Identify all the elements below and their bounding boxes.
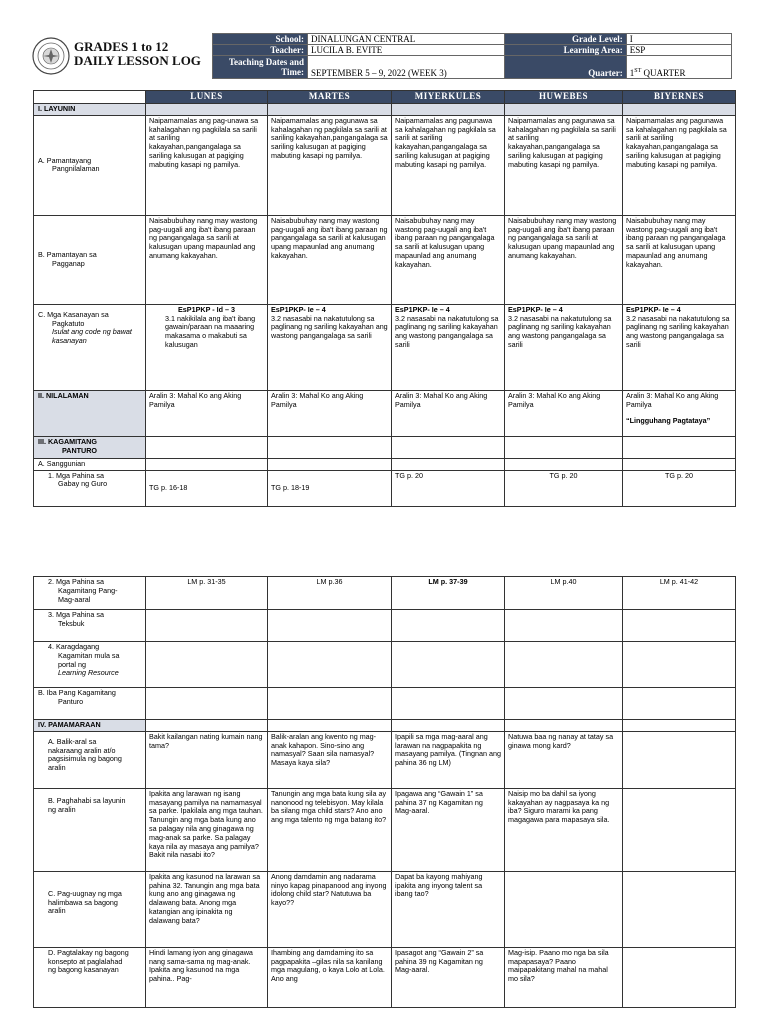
section-kagamitang-panturo [34,436,736,458]
pag-uugnay-row-label: C. Pag-uugnay ng mga halimbawa sa bagong aralin [34,871,146,947]
karagdagang-row-label: 4. Karagdagang Kagamitan mula sa portal ng Learning Resource [34,642,146,688]
day-monday: LUNES [146,91,268,104]
teaching-dates-label: Teaching Dates and Time: [213,56,308,79]
day-header-row [34,91,736,104]
row-nilalaman [34,390,736,436]
row-teksbuk [34,610,736,642]
cell-a-biyernes: Naipamamalas ang pagunawa sa kahalagahan ng pagkilala sa sarili at sariling kakayahan,pangangalaga sa sariling kalusugan at pagiging mabuting kasapi ng pamilya. [623,115,736,215]
cell-a-huwebes: Naipamamalas ang pagunawa sa kahalagahan ng pagkilala sa sarili at sariling kakayahan,pangangalaga sa sariling kalusugan at pagiging mabuting kasapi ng pamilya. [505,115,623,215]
sanggunian-label: A. Sanggunian [34,458,146,470]
learning-area-value: ESP [626,45,731,56]
cell-c-huwebes: EsP1PKP- Ie – 4 3.2 nasasabi na nakatutulong sa paglinang ng sariling kakayahan ang wastong pangangalaga sa sarili [505,304,623,390]
cell-lm-huwebes: LM p.40 [505,577,623,610]
cell-tg-lunes: TG p. 16-18 [146,470,268,506]
row-pamantayang-pangnilalaman [34,115,736,215]
cell-paguugnay-miyerkules: Dapat ba kayong mahiyang ipakita ang inyong talent sa ibang tao? [392,871,505,947]
row-label-c: C. Mga Kasanayan sa Pagkatuto Isulat ang code ng bawat kasanayan [34,304,146,390]
section-pamamaraan-label: IV. PAMAMARAAN [34,720,146,732]
row-kagamitang-pang-mag-aaral [34,577,736,610]
day-wednesday: MIYERKULES [392,91,505,104]
cell-a-lunes: Naipamamalas ang pag-unawa sa kahalagahan ng pagkilala sa sarili at sariling kakayahan,pangangalaga sa sariling kalusugan at pagiging mabuting kasapi ng pamilya. [146,115,268,215]
cell-lm-martes: LM p.36 [268,577,392,610]
grade-level-label: Grade Level: [505,34,626,45]
row-mga-kasanayan [34,304,736,390]
quarter-label: Quarter: [505,56,626,79]
row-pamantayan-sa-pagganap [34,215,736,304]
cell-lm-miyerkules: LM p. 37-39 [392,577,505,610]
cell-c-lunes: EsP1PKP - Id – 3 3.1 nakikilala ang iba't ibang gawain/paraan na maaaring makasama o makabuti sa kalusugan [146,304,268,390]
day-thursday: HUWEBES [505,91,623,104]
row-label-b: B. Pamantayan sa Pagganap [34,215,146,304]
cell-pagtalakay-lunes: Hindi lamang iyon ang ginagawa nang sama-sama ng mag-anak. Ipakita ang kasunod na mga pahina.. Pag- [146,947,268,1007]
cell-b-miyerkules: Naisabubuhay nang may wastong pag-uugali ang iba't ibang paraan ng pangangalaga sa sarili at kalusugan upang mapaunlad ang anumang kakayahan. [392,215,505,304]
teaching-dates-value: SEPTEMBER 5 – 9, 2022 (WEEK 3) [308,56,505,79]
cell-paghahabi-lunes: Ipakita ang larawan ng isang masayang pamilya na namamasyal sa parke. Ipakilala ang mga tauhan. Tanungin ang mga bata kung ano sa palagay nila ang ginagawa ng mag-anak sa parke. Sa palagay kaya nila ay masaya ang pamilya?Bakit nila nasabi ito? [146,788,268,871]
cell-pagtalakay-biyernes [623,947,736,1007]
cell-c-miyerkules: EsP1PKP- Ie – 4 3.2 nasasabi na nakatutulong sa paglinang ng sariling kakayahan ang wastong pangangalaga sa sarili [392,304,505,390]
title-line-1: GRADES 1 to 12 [74,39,169,54]
row-gabay-ng-guro [34,470,736,506]
cell-b-huwebes: Naisabubuhay nang may wastong pag-uugali ang iba't ibang paraan ng pangangalaga sa sarili at kalusugan upang mapaunlad ang anumang kakayahan. [505,215,623,304]
cell-pagtalakay-miyerkules: Ipasagot ang “Gawain 2” sa pahina 39 ng Kagamitan ng Mag-aaral. [392,947,505,1007]
title-line-2: DAILY LESSON LOG [74,53,201,68]
section-kagamitang-label: III. KAGAMITANG PANTURO [34,436,146,458]
row-pag-uugnay [34,871,736,947]
day-header-blank [34,91,146,104]
grade-level-value: I [626,34,731,45]
cell-tg-miyerkules: TG p. 20 [392,470,505,506]
cell-tg-biyernes: TG p. 20 [623,470,736,506]
cell-nilalaman-huwebes: Aralin 3: Mahal Ko ang Aking Pamilya [505,390,623,436]
learning-area-label: Learning Area: [505,45,626,56]
cell-balik-lunes: Bakit kailangan nating kumain nang tama? [146,731,268,788]
tg-row-label: 1. Mga Pahina sa Gabay ng Guro [34,470,146,506]
cell-paguugnay-lunes: Ipakita ang kasunod na larawan sa pahina 32. Tanungin ang mga bata kung ano ang ginagawa ng dalawang bata. Anong mga katangian ang ipinakita ng dalawang bata? [146,871,268,947]
header-info-table [212,33,732,79]
deped-seal-logo [32,37,70,75]
cell-b-martes: Naisabubuhay nang may wastong pag-uugali ang iba't ibang paraan ng pangangalaga sa sarili at kalusugan upang mapaunlad ang anumang kakayahan. [268,215,392,304]
cell-nilalaman-miyerkules: Aralin 3: Mahal Ko ang Aking Pamilya [392,390,505,436]
cell-paghahabi-martes: Tanungin ang mga bata kung sila ay nanonood ng telebisyon. May kilala ba silang mga child stars? Ano ano ang mga talento ng mga batang ito? [268,788,392,871]
cell-paghahabi-huwebes: Naisip mo ba dahil sa iyong kakayahan ay nagpasaya ka ng iba? Siguro marami ka pang magagawa para mapasaya sila. [505,788,623,871]
section-nilalaman-label: II. NILALAMAN [34,390,146,436]
quarter-value: 1ST QUARTER [626,56,731,79]
iba-pang-row-label: B. Iba Pang Kagamitang Panturo [34,688,146,720]
cell-paguugnay-martes: Anong damdamin ang nadarama ninyo kapag pinapanood ang inyong idolong child star? Natutuwa ba kayo?? [268,871,392,947]
cell-b-lunes: Naisabubuhay nang may wastong pag-uugali ang iba't ibang paraan ng pangangalaga sa sarili at kalusugan upang mapaunlad ang anumang kakayahan. [146,215,268,304]
cell-a-martes: Naipamamalas ang pagunawa sa kahalagahan ng pagkilala sa sarili at sariling kakayahan,pangangalaga sa sariling kalusugan at pagiging mabuting kasapi ng pamilya. [268,115,392,215]
cell-balik-huwebes: Natuwa baa ng nanay at tatay sa ginawa mong kard? [505,731,623,788]
cell-paguugnay-biyernes [623,871,736,947]
paghahabi-row-label: B. Paghahabi sa layunin ng aralin [34,788,146,871]
cell-balik-miyerkules: Ipapili sa mga mag-aaral ang larawan na nagpapakita ng masayang pamilya. (Tingnan ang pahina 36 ng LM) [392,731,505,788]
balik-aral-row-label: A. Balik-aral sa nakaraang aralin at/o pagsisimula ng bagong aralin [34,731,146,788]
lesson-log-table-1 [33,90,736,507]
cell-nilalaman-martes: Aralin 3: Mahal Ko ang Aking Pamilya [268,390,392,436]
cell-c-martes: EsP1PKP- Ie – 4 3.2 nasasabi na nakatutulong sa paglinang ng sariling kakayahan ang wastong pangangalaga sa sarili [268,304,392,390]
cell-a-miyerkules: Naipamamalas ang pagunawa sa kahalagahan ng pagkilala sa sarili at sariling kakayahan,pangangalaga sa sariling kalusugan at pagiging mabuting kasapi ng pamilya. [392,115,505,215]
cell-b-biyernes: Naisabubuhay nang may wastong pag-uugali ang iba't ibang paraan ng pangangalaga sa sarili at kalusugan upang mapaunlad ang anumang kakayahan. [623,215,736,304]
document-title [74,40,201,68]
section-layunin [34,104,736,116]
row-balik-aral [34,731,736,788]
cell-balik-martes: Balik-aralan ang kwento ng mag-anak kahapon. Sino-sino ang namasyal? Saan sila namasyal? Masaya kaya sila? [268,731,392,788]
row-paghahabi [34,788,736,871]
day-tuesday: MARTES [268,91,392,104]
teacher-value: LUCILA B. EVITE [308,45,505,56]
lesson-log-header [30,33,732,79]
teacher-label: Teacher: [213,45,308,56]
cell-paguugnay-huwebes [505,871,623,947]
cell-pagtalakay-huwebes: Mag-isip. Paano mo nga ba sila mapapasaya? Paano maipapakitang mahal na mahal mo sila? [505,947,623,1007]
cell-nilalaman-lunes: Aralin 3: Mahal Ko ang Aking Pamilya [146,390,268,436]
section-pamamaraan [34,720,736,732]
lesson-log-table-2 [33,576,736,1008]
row-iba-pang-kagamitang [34,688,736,720]
cell-nilalaman-biyernes: Aralin 3: Mahal Ko ang Aking Pamilya “Lingguhang Pagtataya” [623,390,736,436]
day-friday: BIYERNES [623,91,736,104]
cell-pagtalakay-martes: Ihambing ang damdaming ito sa pagpapakita –gilas nila sa kanilang mga magulang, o kaya Lolo at Lola. Ano ang [268,947,392,1007]
cell-lm-biyernes: LM p. 41-42 [623,577,736,610]
cell-balik-biyernes [623,731,736,788]
cell-lm-lunes: LM p. 31-35 [146,577,268,610]
cell-tg-martes: TG p. 18-19 [268,470,392,506]
lm-row-label: 2. Mga Pahina sa Kagamitang Pang- Mag-aaral [34,577,146,610]
cell-paghahabi-miyerkules: Ipagawa ang “Gawain 1” sa pahina 37 ng Kagamitan ng Mag-aaral. [392,788,505,871]
cell-paghahabi-biyernes [623,788,736,871]
cell-tg-huwebes: TG p. 20 [505,470,623,506]
teksbuk-row-label: 3. Mga Pahina sa Teksbuk [34,610,146,642]
row-label-a: A. Pamantayang Pangnilalaman [34,115,146,215]
cell-c-biyernes: EsP1PKP- Ie – 4 3.2 nasasabi na nakatutulong sa paglinang ng sariling kakayahan ang wastong pangangalaga sa sarili [623,304,736,390]
row-sanggunian [34,458,736,470]
row-karagdagang-kagamitan [34,642,736,688]
section-layunin-label: I. LAYUNIN [34,104,146,116]
row-pagtalakay [34,947,736,1007]
pagtalakay-row-label: D. Pagtalakay ng bagong konsepto at paglalahad ng bagong kasanayan [34,947,146,1007]
school-label: School: [213,34,308,45]
school-value: DINALUNGAN CENTRAL [308,34,505,45]
